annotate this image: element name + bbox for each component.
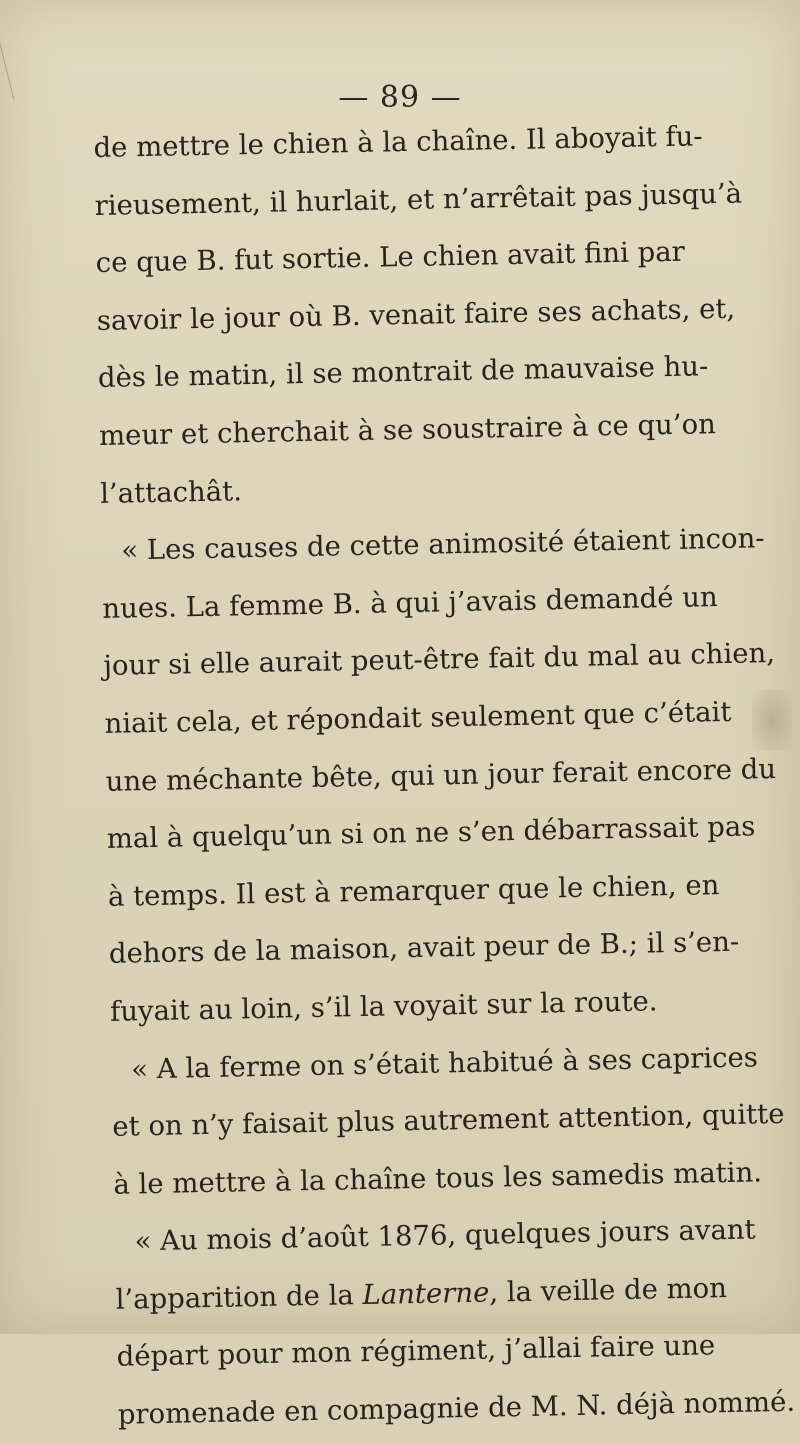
text-line: dehors de la maison, avait peur de B.; il s’en- xyxy=(108,926,740,971)
text-span: , la veille de mon xyxy=(489,1271,728,1309)
text-line: « A la ferme on s’était habitué à ses caprices xyxy=(130,1040,759,1085)
italic-title: Lanterne xyxy=(362,1276,490,1311)
text-line: nues. La femme B. à qui j’avais demandé un xyxy=(102,580,718,625)
text-line: une méchante bête, qui un jour ferait encore du xyxy=(105,752,777,798)
text-line: à le mettre à la chaîne tous les samedis matin. xyxy=(113,1156,763,1201)
text-line: savoir le jour où B. venait faire ses achats, et, xyxy=(96,292,736,337)
text-line: dès le matin, il se montrait de mauvaise hu- xyxy=(97,350,709,395)
text-line: meur et cherchait à se soustraire à ce qu’on xyxy=(98,408,717,452)
text-line: à temps. Il est à remarquer que le chien, en xyxy=(107,868,720,913)
text-line: jour si elle aurait peut-être fait du mal au chien, xyxy=(103,637,776,683)
text-line: promenade en compagnie de M. N. déjà nommé. xyxy=(117,1385,796,1431)
text-line: l’attachât. xyxy=(99,474,243,510)
text-span: l’apparition de la xyxy=(115,1279,355,1316)
text-line: ce que B. fut sortie. Le chien avait fini par xyxy=(95,235,686,280)
text-line: de mettre le chien à la chaîne. Il aboyait fu- xyxy=(93,120,703,164)
text-line: « Les causes de cette animosité étaient incon- xyxy=(120,522,765,567)
text-line: niait cela, et répondait seulement que c’était xyxy=(104,695,732,740)
text-line: et on n’y faisait plus autrement attention, quitte xyxy=(112,1098,785,1143)
page-text xyxy=(93,108,796,1444)
text-line: « Au mois d’août 1876, quelques jours avant xyxy=(134,1213,756,1258)
text-line: fuyait au loin, s’il la voyait sur la route. xyxy=(109,985,658,1028)
page-number: — 89 — xyxy=(338,80,462,115)
text-line: départ pour mon régiment, j’allai faire une xyxy=(116,1329,716,1374)
text-line: rieusement, il hurlait, et n’arrêtait pas jusqu’à xyxy=(94,177,743,222)
text-line: mal à quelqu’un si on ne s’en débarrassait pas xyxy=(106,810,756,855)
paper-stain xyxy=(752,690,792,750)
